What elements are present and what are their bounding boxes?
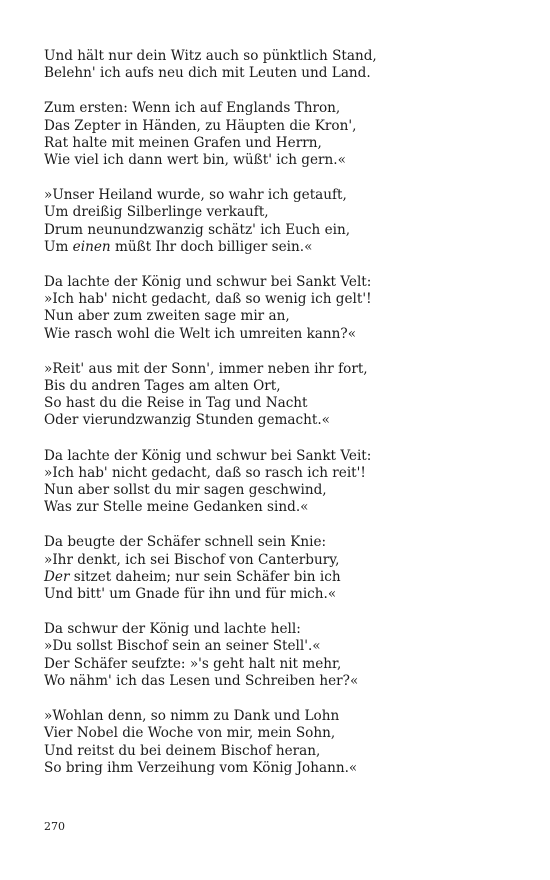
verse-line (44, 656, 514, 673)
verse-line (44, 222, 514, 239)
verse-line (44, 499, 514, 516)
verse-line (44, 100, 514, 117)
verse-text: »Ich hab' nicht gedacht, daß so rasch ich reit'! (44, 464, 366, 481)
verse-text: Da lachte der König und schwur bei Sankt Velt: (44, 274, 372, 291)
verse-text: Oder vierundzwanzig Stunden gemacht.« (44, 412, 330, 429)
verse-line (44, 569, 514, 586)
verse-text: So hast du die Reise in Tag und Nacht (44, 395, 308, 412)
verse-line (44, 118, 514, 135)
verse-text: Belehn' ich aufs neu dich mit Leuten und Land. (44, 65, 371, 82)
verse-text: Da beugte der Schäfer schnell sein Knie: (44, 534, 327, 551)
verse-line (44, 204, 514, 221)
stanza (44, 187, 514, 256)
stanza (44, 534, 514, 603)
verse-line (44, 152, 514, 169)
verse-text: Da schwur der König und lachte hell: (44, 621, 301, 638)
poem-page (44, 48, 514, 795)
verse-text: »Reit' aus mit der Sonn', immer neben ihr fort, (44, 360, 368, 377)
stanza (44, 708, 514, 777)
verse-text: Wo nähm' ich das Lesen und Schreiben her?« (44, 672, 359, 689)
verse-line (44, 274, 514, 291)
verse-text: »Unser Heiland wurde, so wahr ich getauft, (44, 187, 347, 204)
verse-text: Vier Nobel die Woche von mir, mein Sohn, (44, 725, 336, 742)
verse-text: Was zur Stelle meine Gedanken sind.« (44, 499, 309, 516)
stanza (44, 448, 514, 517)
verse-text: Um dreißig Silberlinge verkauft, (44, 204, 269, 221)
verse-line (44, 308, 514, 325)
verse-line (44, 725, 514, 742)
verse-text: Rat halte mit meinen Grafen und Herrn, (44, 134, 322, 151)
verse-line (44, 187, 514, 204)
verse-text: Das Zepter in Händen, zu Häupten die Kron', (44, 117, 357, 134)
stanza (44, 48, 514, 82)
verse-text: Und reitst du bei deinem Bischof heran, (44, 742, 321, 759)
verse-line (44, 448, 514, 465)
verse-line (44, 239, 514, 256)
verse-text: Bis du andren Tages am alten Ort, (44, 378, 281, 395)
verse-line (44, 465, 514, 482)
page-number: 270 (44, 820, 65, 833)
verse-text: Drum neunundzwanzig schätz' ich Euch ein, (44, 221, 351, 238)
verse-text: Nun aber zum zweiten sage mir an, (44, 308, 290, 325)
verse-text: Zum ersten: Wenn ich auf Englands Thron, (44, 100, 341, 117)
verse-text: Nun aber sollst du mir sagen geschwind, (44, 482, 327, 499)
verse-line (44, 395, 514, 412)
verse-line (44, 673, 514, 690)
verse-line (44, 291, 514, 308)
verse-line (44, 552, 514, 569)
verse-text: So bring ihm Verzeihung vom König Johann.« (44, 759, 358, 776)
verse-line (44, 743, 514, 760)
verse-line (44, 326, 514, 343)
emphasized-word: Der (44, 568, 70, 585)
verse-line (44, 586, 514, 603)
verse-text: müßt Ihr doch billiger sein.« (110, 238, 313, 255)
verse-text: »Ich hab' nicht gedacht, daß so wenig ich gelt'! (44, 291, 372, 308)
verse-line (44, 135, 514, 152)
verse-text: »Wohlan denn, so nimm zu Dank und Lohn (44, 708, 340, 725)
verse-text: Und bitt' um Gnade für ihn und für mich.« (44, 586, 337, 603)
verse-line (44, 378, 514, 395)
verse-line (44, 638, 514, 655)
stanza (44, 361, 514, 430)
verse-line (44, 65, 514, 82)
verse-text: Wie rasch wohl die Welt ich umreiten kann?« (44, 325, 357, 342)
stanza (44, 621, 514, 690)
verse-line (44, 708, 514, 725)
verse-text: sitzet daheim; nur sein Schäfer bin ich (69, 568, 341, 585)
verse-text: Wie viel ich dann wert bin, wüßt' ich gern.« (44, 152, 346, 169)
verse-text: Um (44, 238, 73, 255)
verse-text: Da lachte der König und schwur bei Sankt Veit: (44, 447, 372, 464)
verse-text: Der Schäfer seufzte: »'s geht halt nit mehr, (44, 655, 342, 672)
verse-line (44, 621, 514, 638)
verse-line (44, 534, 514, 551)
stanza (44, 274, 514, 343)
verse-line (44, 361, 514, 378)
verse-line (44, 482, 514, 499)
emphasized-word: einen (72, 238, 111, 255)
verse-line (44, 412, 514, 429)
verse-line (44, 48, 514, 65)
verse-text: Und hält nur dein Witz auch so pünktlich Stand, (44, 48, 377, 64)
verse-text: »Ihr denkt, ich sei Bischof von Canterbury, (44, 551, 340, 568)
stanza (44, 100, 514, 169)
verse-text: »Du sollst Bischof sein an seiner Stell'.« (44, 638, 321, 655)
verse-line (44, 760, 514, 777)
